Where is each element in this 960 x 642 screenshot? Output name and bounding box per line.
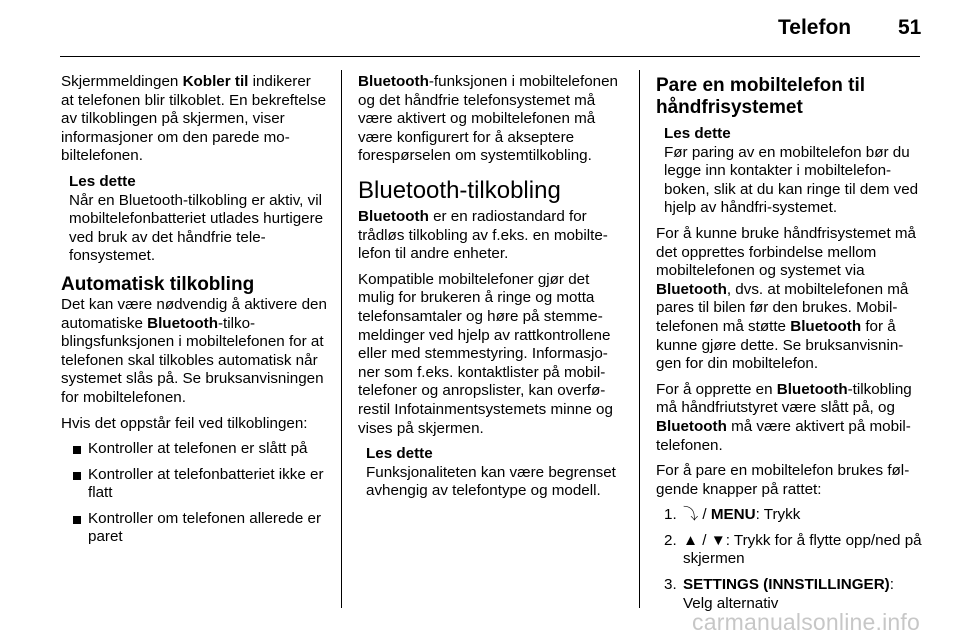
paragraph-compatible-phones: Kompatible mobiltelefoner gjør det mulig for brukeren å ringe og motta telefonsamtaler og høre på stemmemeldinger ved hjelp av rattkontrollene eller med stemmestyring. Informasjoner som f.eks. kontaktlister på mobiltelefoner og anropslister, kan overførestil Infotainmentsystemets minne og vises på skjermen. bbox=[358, 270, 613, 437]
step-item bbox=[656, 506, 922, 525]
text: -tilkobling må håndfriutstyret være slått på, og bbox=[656, 380, 912, 417]
step-number: 3. bbox=[664, 576, 677, 594]
page-number: 51 bbox=[898, 16, 922, 39]
bullet-square-icon bbox=[73, 472, 81, 480]
paragraph-enable-bluetooth bbox=[656, 381, 922, 455]
bold-term: Bluetooth bbox=[358, 73, 429, 90]
column-divider-1 bbox=[341, 70, 342, 608]
step-number: 1. bbox=[664, 506, 677, 524]
header-rule bbox=[60, 56, 920, 57]
note-label: Les dette bbox=[69, 172, 136, 190]
bold-term: Bluetooth bbox=[358, 207, 429, 225]
text: indikerer at telefonen blir tilkoblet. En bekreftelse av tilkoblingen på skjermen, viser informasjoner om den parede mobiltelefonen. bbox=[61, 73, 327, 165]
text: for å kunne gjøre dette. Se bruksanvisningen for din mobiltelefon. bbox=[656, 317, 904, 373]
phone-hook-icon: ⤵ bbox=[683, 506, 699, 524]
column-divider-2 bbox=[639, 70, 640, 608]
button-name: MENU bbox=[710, 506, 756, 524]
paragraph-handsfree bbox=[656, 225, 922, 374]
bold-term: Bluetooth bbox=[656, 417, 727, 435]
list-item bbox=[61, 466, 327, 503]
note-text: Funksjonaliteten kan være begrenset avhengig av telefontype og modell. bbox=[366, 463, 616, 500]
note-box bbox=[664, 125, 922, 218]
text: er en radiostandard for trådløs tilkobling av f.eks. en mobiltelefon til andre enheter. bbox=[358, 207, 608, 263]
list-item-text: Kontroller at telefonen er slått på bbox=[88, 440, 308, 458]
column-3 bbox=[656, 73, 922, 620]
step-text: : Trykk bbox=[755, 506, 801, 524]
watermark: carmanualsonline.info bbox=[692, 609, 920, 635]
paragraph-connecting bbox=[61, 73, 327, 166]
list-item bbox=[61, 440, 327, 459]
list-item-text: Kontroller at telefonbatteriet ikke er flatt bbox=[88, 465, 324, 502]
column-1 bbox=[61, 73, 327, 554]
text: , dvs. at mobiltelefonen må pares til bilen før den brukes. Mobiltelefonen må støtte bbox=[656, 280, 909, 335]
bold-term: Kobler til bbox=[182, 73, 249, 90]
section-heading-pairing: Pare en mobiltelefon til håndfrisystemet bbox=[656, 75, 866, 118]
paragraph-bluetooth-function bbox=[358, 73, 624, 166]
bold-term: Bluetooth bbox=[776, 380, 848, 398]
step-text: : Trykk for å flytte opp/ned på skjermen bbox=[683, 531, 922, 568]
step-item bbox=[656, 576, 922, 613]
chapter-title: Telefon bbox=[778, 16, 852, 39]
note-text: Når en Bluetooth-tilkobling er aktiv, vil mobiltelefonbatteriet utlades hurtigere ved bruk av det håndfrie telefonsystemet. bbox=[69, 191, 324, 265]
bullet-square-icon bbox=[73, 446, 81, 454]
steps-list bbox=[656, 506, 922, 613]
step-item bbox=[656, 532, 922, 569]
text: Skjermmeldingen bbox=[61, 73, 183, 90]
button-name: SETTINGS (INNSTILLINGER) bbox=[683, 576, 890, 594]
bold-term: Bluetooth bbox=[147, 314, 218, 332]
up-down-arrow-icon: ▲ / ▼ bbox=[683, 531, 726, 549]
paragraph-errors: Hvis det oppstår feil ved tilkoblingen: bbox=[61, 414, 308, 432]
note-label: Les dette bbox=[664, 125, 731, 142]
text: Det kan være nødvendig å aktivere den automatiske bbox=[61, 295, 327, 332]
separator: / bbox=[698, 506, 711, 524]
paragraph-bluetooth-standard bbox=[358, 208, 624, 264]
paragraph-auto-connect bbox=[61, 296, 327, 408]
bullet-list bbox=[61, 440, 327, 547]
bold-term: Bluetooth bbox=[790, 317, 862, 335]
column-2 bbox=[358, 73, 624, 508]
note-text: Før paring av en mobiltelefon bør du legge inn kontakter i mobiltelefonboken, slik at du kan ringe til dem ved hjelp av håndfri-systemet. bbox=[664, 143, 919, 217]
step-text: : Velg alternativ bbox=[683, 576, 894, 612]
note-box bbox=[366, 445, 624, 501]
section-heading-auto-connect: Automatisk tilkobling bbox=[61, 273, 255, 295]
text: For å kunne bruke håndfrisystemet må det opprettes forbindelse mellom mobiltelefonen og systemet via bbox=[656, 224, 916, 280]
bullet-square-icon bbox=[73, 516, 81, 524]
note-label: Les dette bbox=[366, 445, 433, 463]
section-heading-bluetooth: Bluetooth-tilkobling bbox=[358, 176, 561, 204]
list-item-text: Kontroller om telefonen allerede er paret bbox=[88, 509, 322, 546]
text: -tilkoblingsfunksjonen i mobiltelefonen for at telefonen skal tilkobles automatisk når systemet slås på. Se bruksanvisningen for mobiltelefonen. bbox=[61, 314, 324, 406]
note-box bbox=[69, 173, 327, 266]
text: -funksjonen i mobiltelefonen og det håndfrie telefonsystemet må være aktivert og mobiltelefonen må være konfigurert for å akseptere forespørselen om systemtilkobling. bbox=[358, 73, 618, 165]
text: For å opprette en bbox=[656, 380, 777, 398]
text: må være aktivert på mobiltelefonen. bbox=[656, 417, 911, 454]
bold-term: Bluetooth bbox=[656, 280, 727, 298]
step-number: 2. bbox=[664, 531, 677, 549]
paragraph-steering-buttons: For å pare en mobiltelefon brukes følgende knapper på rattet: bbox=[656, 462, 910, 498]
list-item bbox=[61, 510, 327, 547]
